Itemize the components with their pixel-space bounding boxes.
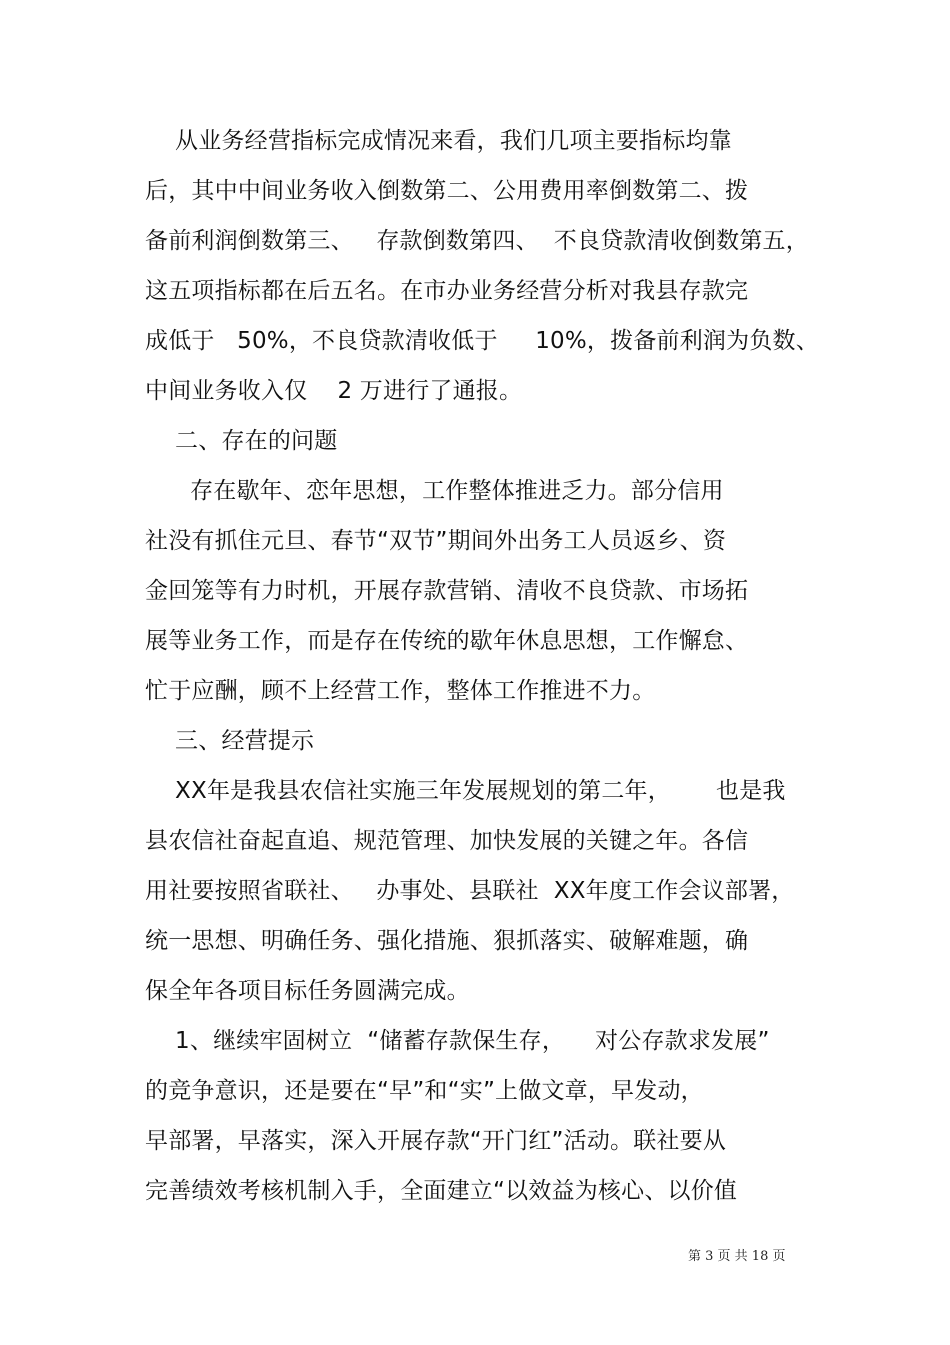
text-line: 这五项指标都在后五名。在市办业务经营分析对我县存款完 xyxy=(145,278,749,304)
text-line: 忙于应酬，顾不上经营工作，整体工作推进不力。 xyxy=(145,678,656,704)
text-line: 存在歇年、恋年思想，工作整体推进乏力。部分信用 xyxy=(145,478,724,504)
text-line: 社没有抓住元旦、春节“双节”期间外出务工人员返乡、资 xyxy=(145,528,727,554)
section-heading: 二、存在的问题 xyxy=(145,428,338,454)
text-line: 保全年各项目标任务圆满完成。 xyxy=(145,978,470,1004)
text-line: 中间业务收入仅 2 万进行了通报。 xyxy=(145,378,523,404)
text-line: 金回笼等有力时机，开展存款营销、清收不良贷款、市场拓 xyxy=(145,578,749,604)
text-line: 用社要按照省联社、 办事处、县联社 XX年度工作会议部署， xyxy=(145,878,795,904)
text-line: 县农信社奋起直追、规范管理、加快发展的关键之年。各信 xyxy=(145,828,749,854)
text-line: 备前利润倒数第三、 存款倒数第四、 不良贷款清收倒数第五， xyxy=(145,228,809,254)
section-heading: 三、经营提示 xyxy=(145,728,315,754)
text-line: XX年是我县农信社实施三年发展规划的第二年， 也是我 xyxy=(145,778,786,804)
text-line: 展等业务工作，而是存在传统的歇年休息思想，工作懈怠、 xyxy=(145,628,749,654)
page-number: 第 3 页 共 18 页 xyxy=(688,1249,786,1264)
text-line: 的竞争意识，还是要在“早”和“实”上做文章，早发动， xyxy=(145,1078,704,1104)
text-line: 完善绩效考核机制入手，全面建立“以效益为核心、以价值 xyxy=(145,1178,738,1204)
text-line: 后，其中中间业务收入倒数第二、公用费用率倒数第二、拨 xyxy=(145,178,749,204)
text-line: 从业务经营指标完成情况来看，我们几项主要指标均靠 xyxy=(145,128,732,154)
text-line: 统一思想、明确任务、强化措施、狠抓落实、破解难题，确 xyxy=(145,928,749,954)
text-line: 早部署，早落实，深入开展存款“开门红”活动。联社要从 xyxy=(145,1128,727,1154)
text-line: 成低于 50%，不良贷款清收低于 10%，拨备前利润为负数、 xyxy=(145,328,819,354)
text-line: 1、继续牢固树立 “储蓄存款保生存， 对公存款求发展” xyxy=(145,1028,770,1054)
